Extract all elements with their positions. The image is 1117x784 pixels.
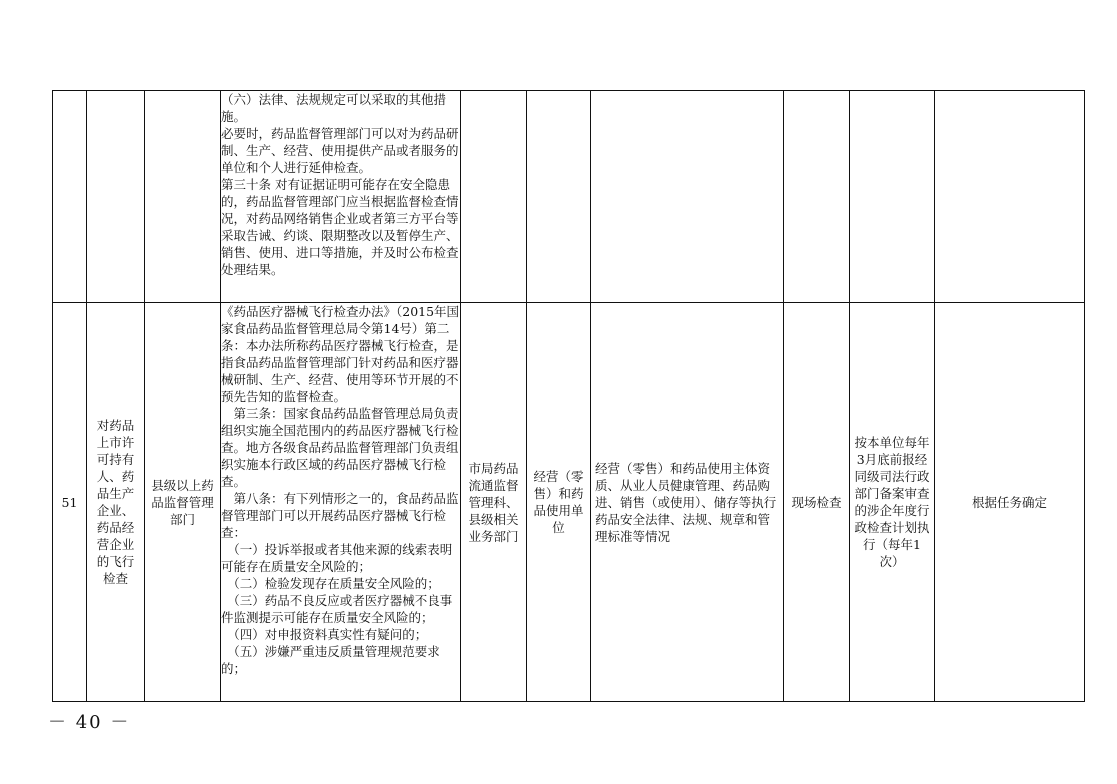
inspection-table <box>52 90 1085 702</box>
table-row-continued <box>53 91 1085 303</box>
basis-line: 第八条：有下列情形之一的，食品药品监督管理部门可以开展药品医疗器械飞行检查： <box>221 491 459 540</box>
basis-line: （四）对申报资料真实性有疑问的； <box>221 627 428 642</box>
basis-line: （六）法律、法规规定可以采取的其他措施。 <box>221 92 447 124</box>
basis-line: 《药品医疗器械飞行检查办法》（2015年国家食品药品监督管理总局令第14号）第二条：本办法所称药品医疗器械飞行检查，是指食品药品监督管理部门针对药品和医疗器械研制、生产、经营、使用等环节开展的不预先告知的监督检查。 <box>221 304 460 404</box>
target-cell: 经营（零售）和药品使用单位 <box>527 303 591 702</box>
frequency-cell: 按本单位每年3月底前报经同级司法行政部门备案审查的涉企年度行政检查计划执行（每年1次） <box>850 303 935 702</box>
target-cell <box>527 91 591 303</box>
ratio-cell: 根据任务确定 <box>935 303 1085 702</box>
item-name-cell <box>87 91 145 303</box>
content-cell: 经营（零售）和药品使用主体资质、从业人员健康管理、药品购进、销售（或使用）、储存等执行药品安全法律、法规、规章和管理标准等情况 <box>591 303 784 702</box>
basis-line: 第三条：国家食品药品监督管理总局负责组织实施全国范围内的药品医疗器械飞行检查。地方各级食品药品监督管理部门负责组织实施本行政区域的药品医疗器械飞行检查。 <box>221 406 459 489</box>
method-cell <box>784 91 850 303</box>
item-name-cell: 对药品上市许可持有人、药品生产企业、药品经营企业的飞行检查 <box>87 303 145 702</box>
method-cell: 现场检查 <box>784 303 850 702</box>
basis-line: 必要时，药品监督管理部门可以对为药品研制、生产、经营、使用提供产品或者服务的单位和个人进行延伸检查。 <box>221 126 459 175</box>
number-cell: 51 <box>53 303 87 702</box>
basis-line: （一）投诉举报或者其他来源的线索表明可能存在质量安全风险的； <box>221 542 453 574</box>
basis-line: （二）检验发现存在质量安全风险的； <box>221 576 440 591</box>
basis-line: 第三十条 对有证据证明可能存在安全隐患的，药品监督管理部门应当根据监督检查情况，对药品网络销售企业或者第三方平台等采取告诫、约谈、限期整改以及暂停生产、销售、使用、进口等措施，并及时公布检查处理结果。 <box>221 177 459 277</box>
basis-line: （五）涉嫌严重违反质量管理规范要求的； <box>221 644 440 676</box>
implementer-cell: 市局药品流通监督管理科、县级相关业务部门 <box>461 303 527 702</box>
table-row-51 <box>53 303 1085 702</box>
content-cell <box>591 91 784 303</box>
frequency-cell <box>850 91 935 303</box>
subject-cell <box>145 91 221 303</box>
number-cell <box>53 91 87 303</box>
page-number: － 40 － <box>48 712 131 733</box>
basis-line: （三）药品不良反应或者医疗器械不良事件监测提示可能存在质量安全风险的； <box>221 593 453 625</box>
basis-cell <box>221 303 461 702</box>
implementer-cell <box>461 91 527 303</box>
basis-cell <box>221 91 461 303</box>
subject-cell: 县级以上药品监督管理部门 <box>145 303 221 702</box>
ratio-cell <box>935 91 1085 303</box>
